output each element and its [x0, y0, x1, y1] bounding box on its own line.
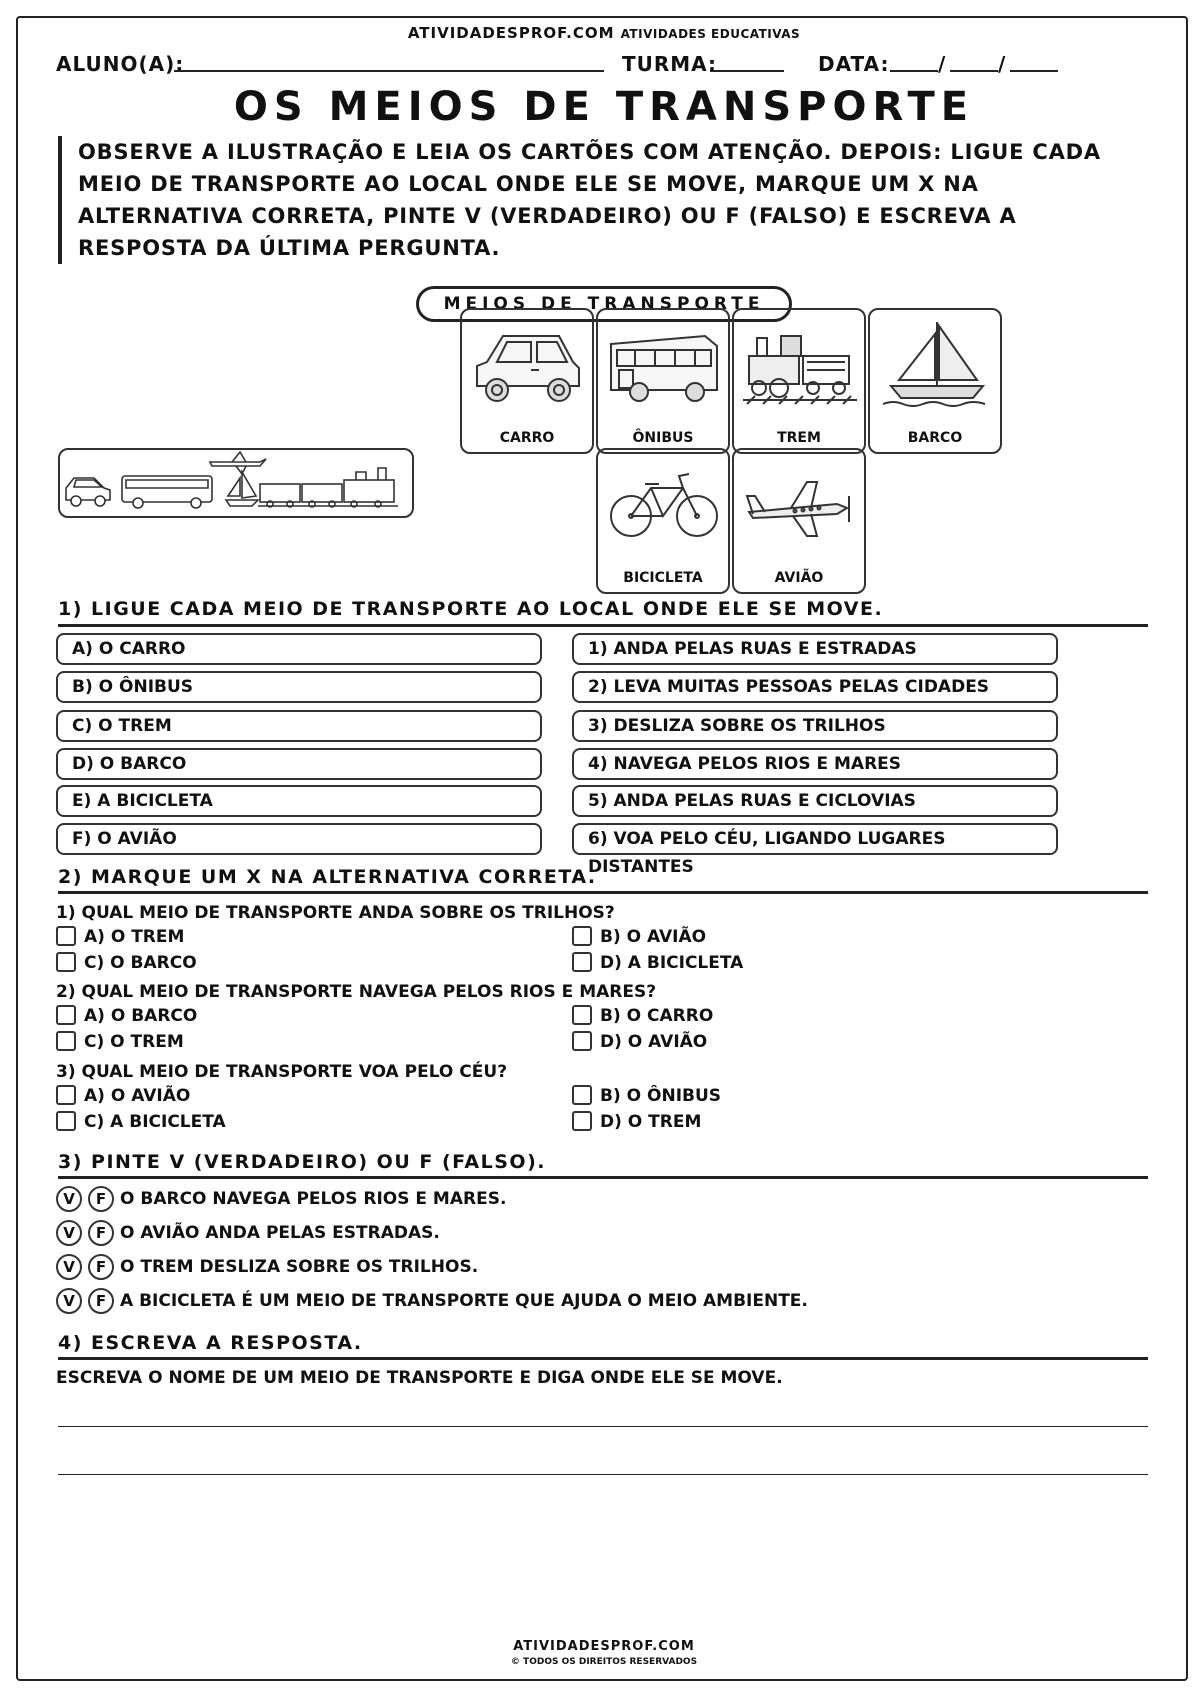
checkbox[interactable] [572, 926, 592, 946]
true-false-item: V F O BARCO NAVEGA PELOS RIOS E MARES. [56, 1186, 506, 1212]
false-option[interactable]: F [88, 1288, 114, 1314]
match-right-item[interactable]: 3) DESLIZA SOBRE OS TRILHOS [572, 710, 1058, 742]
answer-line[interactable] [58, 1426, 1148, 1427]
transport-illustration [58, 448, 414, 518]
date-month-field[interactable] [950, 70, 998, 72]
section4-title: 4) ESCREVA A RESPOSTA. [58, 1332, 363, 1354]
card-label: BARCO [907, 430, 963, 446]
checkbox[interactable] [572, 1085, 592, 1105]
card-label: ÔNIBUS [632, 430, 694, 446]
true-option[interactable]: V [56, 1186, 82, 1212]
option[interactable]: B) O CARRO [572, 1005, 713, 1026]
option[interactable]: B) O AVIÃO [572, 926, 706, 947]
date-separator: / [998, 52, 1007, 76]
card-airplane [732, 448, 866, 594]
class-field[interactable] [710, 70, 784, 72]
match-left-item[interactable]: E) A BICICLETA [56, 785, 542, 817]
match-left-item[interactable]: D) O BARCO [56, 748, 542, 780]
match-right-item[interactable]: 2) LEVA MUITAS PESSOAS PELAS CIDADES [572, 671, 1058, 703]
option[interactable]: D) O AVIÃO [572, 1031, 707, 1052]
true-option[interactable]: V [56, 1288, 82, 1314]
section-rule [58, 624, 1148, 627]
card-label: CARRO [499, 430, 555, 446]
card-label: BICICLETA [623, 570, 703, 586]
car-icon [469, 316, 587, 412]
date-separator: / [938, 52, 947, 76]
option[interactable]: D) A BICICLETA [572, 952, 743, 973]
card-bus [596, 308, 730, 454]
checkbox[interactable] [56, 1111, 76, 1131]
date-label: DATA: [818, 52, 890, 76]
footer-rights: © TODOS OS DIREITOS RESERVADOS [510, 1657, 698, 1667]
bicycle-icon [605, 456, 723, 552]
match-left-item[interactable]: F) O AVIÃO [56, 823, 542, 855]
checkbox[interactable] [56, 1031, 76, 1051]
date-year-field[interactable] [1010, 70, 1058, 72]
match-right-item[interactable]: 1) ANDA PELAS RUAS E ESTRADAS [572, 633, 1058, 665]
worksheet-page [16, 16, 1188, 1681]
false-option[interactable]: F [88, 1186, 114, 1212]
section1-title: 1) LIGUE CADA MEIO DE TRANSPORTE AO LOCAL ONDE ELE SE MOVE. [58, 598, 884, 620]
student-label: ALUNO(A): [56, 52, 185, 76]
true-false-item: V F O TREM DESLIZA SOBRE OS TRILHOS. [56, 1254, 478, 1280]
section3-title: 3) PINTE V (VERDADEIRO) OU F (FALSO). [58, 1151, 546, 1173]
false-option[interactable]: F [88, 1220, 114, 1246]
option[interactable]: A) O TREM [56, 926, 184, 947]
card-bicycle [596, 448, 730, 594]
question: 1) QUAL MEIO DE TRANSPORTE ANDA SOBRE OS TRILHOS? [56, 903, 615, 923]
instructions: OBSERVE A ILUSTRAÇÃO E LEIA OS CARTÕES COM ATENÇÃO. DEPOIS: LIGUE CADA MEIO DE TRANSPORTE AO LOCAL ONDE ELE SE MOVE, MARQUE UM X NA ALTERNATIVA CORRETA, PINTE V (VERDADEIRO) OU F (FALSO) E ESCREVA A RESPOSTA DA ÚLTIMA PERGUNTA. [58, 136, 1118, 264]
cards-title: MEIOS DE TRANSPORTE [416, 286, 792, 322]
match-right-item[interactable]: 5) ANDA PELAS RUAS E CICLOVIAS [572, 785, 1058, 817]
checkbox[interactable] [572, 1111, 592, 1131]
checkbox[interactable] [56, 1085, 76, 1105]
section-rule [58, 1357, 1148, 1360]
card-label: TREM [777, 430, 821, 446]
answer-line[interactable] [58, 1474, 1148, 1475]
card-boat [868, 308, 1002, 454]
option[interactable]: B) O ÔNIBUS [572, 1085, 721, 1106]
section-rule [58, 891, 1148, 894]
page-title: OS MEIOS DE TRANSPORTE [233, 84, 975, 130]
date-day-field[interactable] [890, 70, 938, 72]
false-option[interactable]: F [88, 1254, 114, 1280]
match-left-item[interactable]: C) O TREM [56, 710, 542, 742]
card-label: AVIÃO [774, 570, 824, 586]
option[interactable]: C) O TREM [56, 1031, 184, 1052]
checkbox[interactable] [56, 1005, 76, 1025]
card-train [732, 308, 866, 454]
option[interactable]: C) O BARCO [56, 952, 197, 973]
section2-title: 2) MARQUE UM X NA ALTERNATIVA CORRETA. [58, 866, 597, 888]
checkbox[interactable] [56, 926, 76, 946]
site-header [18, 24, 1190, 42]
student-name-field[interactable] [174, 70, 604, 72]
checkbox[interactable] [572, 952, 592, 972]
checkbox[interactable] [56, 952, 76, 972]
section-rule [58, 1176, 1148, 1179]
match-right-item[interactable]: 4) NAVEGA PELOS RIOS E MARES [572, 748, 1058, 780]
train-icon [741, 316, 859, 412]
card-car [460, 308, 594, 454]
option[interactable]: A) O AVIÃO [56, 1085, 190, 1106]
bus-icon [605, 316, 723, 412]
checkbox[interactable] [572, 1031, 592, 1051]
option[interactable]: A) O BARCO [56, 1005, 197, 1026]
true-option[interactable]: V [56, 1254, 82, 1280]
site-name: ATIVIDADESPROF.COM [407, 24, 615, 42]
true-option[interactable]: V [56, 1220, 82, 1246]
footer-site: ATIVIDADESPROF.COM [513, 1639, 695, 1654]
match-right-item[interactable]: 6) VOA PELO CÉU, LIGANDO LUGARES DISTANTES [572, 823, 1058, 855]
option[interactable]: D) O TREM [572, 1111, 701, 1132]
question: 2) QUAL MEIO DE TRANSPORTE NAVEGA PELOS RIOS E MARES? [56, 982, 657, 1002]
match-left-item[interactable]: B) O ÔNIBUS [56, 671, 542, 703]
airplane-icon [741, 456, 859, 552]
option[interactable]: C) A BICICLETA [56, 1111, 226, 1132]
true-false-item: V F A BICICLETA É UM MEIO DE TRANSPORTE QUE AJUDA O MEIO AMBIENTE. [56, 1288, 808, 1314]
question: 3) QUAL MEIO DE TRANSPORTE VOA PELO CÉU? [56, 1062, 508, 1082]
writing-prompt: ESCREVA O NOME DE UM MEIO DE TRANSPORTE E DIGA ONDE ELE SE MOVE. [56, 1368, 783, 1388]
class-label: TURMA: [622, 52, 718, 76]
match-left-item[interactable]: A) O CARRO [56, 633, 542, 665]
checkbox[interactable] [572, 1005, 592, 1025]
sailboat-icon [877, 316, 995, 412]
true-false-item: V F O AVIÃO ANDA PELAS ESTRADAS. [56, 1220, 440, 1246]
site-subtitle: ATIVIDADES EDUCATIVAS [620, 27, 801, 41]
